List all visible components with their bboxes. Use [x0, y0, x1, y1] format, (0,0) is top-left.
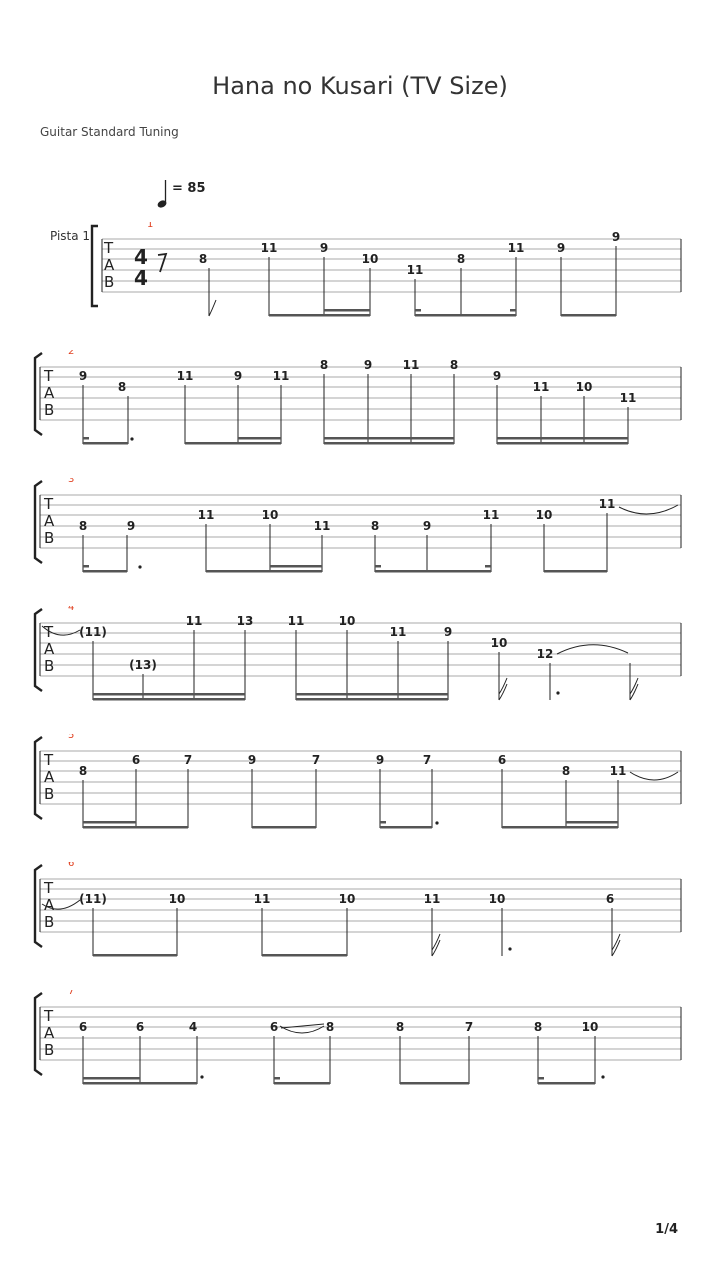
svg-text:A: A	[44, 1024, 55, 1042]
fret-number: (11)	[79, 625, 107, 639]
tab-staff	[0, 734, 720, 834]
tab-staff	[0, 862, 720, 962]
svg-text:A: A	[44, 768, 55, 786]
fret-number: 11	[482, 508, 500, 522]
fret-number: 7	[183, 753, 193, 767]
tab-clef-a: A	[104, 256, 115, 274]
song-title: Hana no Kusari (TV Size)	[212, 72, 508, 100]
fret-number: 9	[422, 519, 432, 533]
fret-number: 8	[533, 1020, 543, 1034]
tuning-label: Guitar Standard Tuning	[40, 125, 179, 139]
svg-text:A: A	[44, 640, 55, 658]
rhythm-beams	[269, 309, 616, 317]
fret-number: 11	[185, 614, 203, 628]
tie-arc	[630, 772, 678, 780]
system-brace	[35, 865, 42, 947]
fret-number: 8	[78, 519, 88, 533]
fret-number: 11	[619, 391, 637, 405]
tab-system-4	[0, 606, 720, 716]
fret-number: 9	[492, 369, 502, 383]
fret-number: 8	[449, 358, 459, 372]
fret-number: 11	[532, 380, 550, 394]
measure-number: 3	[68, 478, 75, 485]
fret-number: 11	[272, 369, 290, 383]
svg-text:B: B	[44, 913, 55, 931]
svg-text:T: T	[44, 623, 54, 641]
tab-staff	[0, 478, 720, 578]
tab-clef-t: T	[104, 239, 114, 257]
tab-system-5	[0, 734, 720, 844]
measure-number: 1	[147, 222, 154, 230]
fret-number: 8	[325, 1020, 335, 1034]
fret-number: 6	[497, 753, 507, 767]
svg-text:A: A	[44, 512, 55, 530]
fret-number: 10	[338, 892, 356, 906]
fret-number: 11	[253, 892, 271, 906]
svg-text:T: T	[44, 495, 54, 513]
svg-text:B: B	[44, 1041, 55, 1059]
fret-number: 10	[488, 892, 506, 906]
measure-number: 5	[68, 734, 75, 741]
system-brace	[35, 993, 42, 1075]
fret-number: 11	[287, 614, 305, 628]
fret-number: 9	[247, 753, 257, 767]
fret-number: 7	[422, 753, 432, 767]
fret-number: 9	[443, 625, 453, 639]
svg-text:T: T	[44, 1007, 54, 1025]
fret-number: 6	[135, 1020, 145, 1034]
fret-number: 8	[78, 764, 88, 778]
tie-arc	[619, 505, 678, 514]
time-sig-bottom: 4	[134, 266, 148, 290]
tab-system-6	[0, 862, 720, 972]
fret-number: 13	[236, 614, 254, 628]
svg-text:A: A	[44, 896, 55, 914]
fret-number: 8	[561, 764, 571, 778]
fret-number: 10	[338, 614, 356, 628]
svg-text:B: B	[44, 401, 55, 419]
system-brace	[35, 353, 42, 435]
measure-number: 6	[68, 862, 75, 869]
tab-staff	[0, 350, 720, 450]
fret-number: 7	[311, 753, 321, 767]
fret-number: 11	[598, 497, 616, 511]
fret-number: (11)	[79, 892, 107, 906]
fret-number: 6	[131, 753, 141, 767]
fret-number: 10	[261, 508, 279, 522]
fret-number: 9	[611, 230, 621, 244]
track-name: Pista 1	[50, 229, 91, 243]
measure-number: 4	[68, 606, 75, 613]
svg-text:T: T	[44, 751, 54, 769]
time-sig-top: 4	[134, 245, 148, 269]
fret-number: 8	[319, 358, 329, 372]
fret-number: 9	[556, 241, 566, 255]
tab-staff	[0, 222, 720, 322]
fret-number: 11	[402, 358, 420, 372]
fret-number: 8	[456, 252, 466, 266]
measure-number: 2	[68, 350, 75, 357]
tab-system-7	[0, 990, 720, 1100]
fret-number: 11	[197, 508, 215, 522]
system-brace	[35, 737, 42, 819]
fret-number: 11	[260, 241, 278, 255]
fret-number: 10	[361, 252, 379, 266]
fret-number: 6	[78, 1020, 88, 1034]
svg-text:B: B	[44, 657, 55, 675]
fret-number: 9	[375, 753, 385, 767]
fret-number: 10	[575, 380, 593, 394]
tie-arc	[557, 645, 628, 654]
fret-number: 10	[490, 636, 508, 650]
tab-system-2	[0, 350, 720, 460]
fret-number: 11	[389, 625, 407, 639]
fret-number: 11	[313, 519, 331, 533]
fret-number: 11	[423, 892, 441, 906]
fret-number: 7	[464, 1020, 474, 1034]
svg-text:B: B	[44, 785, 55, 803]
fret-number: 9	[233, 369, 243, 383]
tab-system-3	[0, 478, 720, 588]
fret-number: 4	[188, 1020, 198, 1034]
fret-number: (13)	[129, 658, 157, 672]
eighth-rest-icon	[158, 254, 166, 272]
system-brace	[92, 226, 98, 306]
tempo-value: = 85	[172, 181, 206, 196]
fret-number: 10	[535, 508, 553, 522]
fret-number: 11	[406, 263, 424, 277]
staff-lines	[102, 239, 681, 292]
fret-number: 9	[319, 241, 329, 255]
fret-number: 8	[198, 252, 208, 266]
fret-number: 9	[78, 369, 88, 383]
page-number: 1/4	[655, 1222, 678, 1237]
tab-staff	[0, 606, 720, 706]
fret-number: 12	[536, 647, 554, 661]
svg-text:T: T	[44, 367, 54, 385]
fret-number: 9	[126, 519, 136, 533]
fret-number: 6	[269, 1020, 279, 1034]
fret-number: 11	[176, 369, 194, 383]
tempo-marking	[156, 176, 236, 216]
tab-staff	[0, 990, 720, 1090]
fret-number: 11	[609, 764, 627, 778]
fret-number: 10	[581, 1020, 599, 1034]
svg-text:B: B	[44, 529, 55, 547]
system-brace	[35, 609, 42, 691]
tab-system-1	[0, 222, 720, 332]
system-brace	[35, 481, 42, 563]
svg-text:T: T	[44, 879, 54, 897]
fret-number: 8	[117, 380, 127, 394]
fret-number: 8	[395, 1020, 405, 1034]
fret-number: 6	[605, 892, 615, 906]
fret-number: 8	[370, 519, 380, 533]
fret-number: 9	[363, 358, 373, 372]
svg-text:A: A	[44, 384, 55, 402]
measure-number: 7	[68, 990, 75, 997]
fret-number: 11	[507, 241, 525, 255]
fret-number: 10	[168, 892, 186, 906]
tab-clef-b: B	[104, 273, 115, 291]
